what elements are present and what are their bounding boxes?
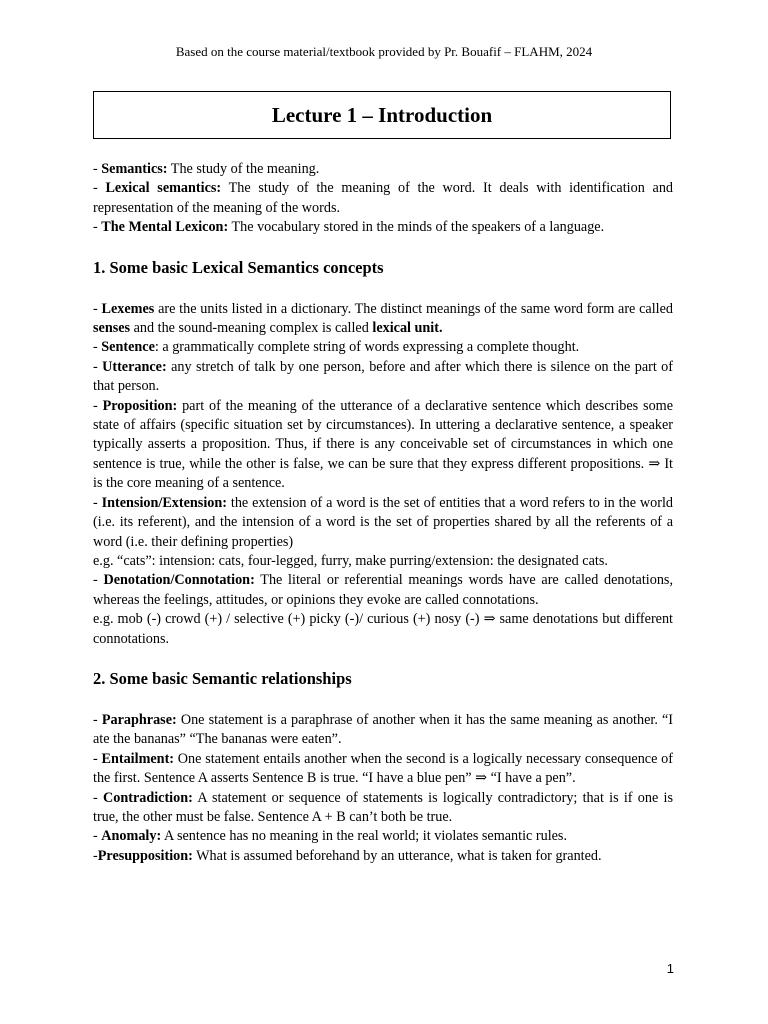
section-1-heading: 1. Some basic Lexical Semantics concepts — [93, 257, 384, 277]
page-title: Lecture 1 – Introduction — [271, 102, 493, 127]
definition-denotation-connotation: - Denotation/Connotation: The literal or referential meanings words have are called denotations, whereas the feelings, attitudes, or opinions they evoke are called connotations. — [93, 572, 673, 608]
example-intension: e.g. “cats”: intension: cats, four-legged, furry, make purring/extension: the designated cats. — [93, 552, 608, 569]
definition-text: A sentence has no meaning in the real world; it violates semantic rules. — [161, 828, 567, 845]
definition-text: are the units listed in a dictionary. The distinct meanings of the same word form are called — [154, 300, 673, 317]
term: senses — [93, 320, 131, 337]
definition-utterance: - Utterance: any stretch of talk by one person, before and after which there is silence on the part of that person. — [93, 358, 673, 395]
definition-text: One statement entails another when the second is a logically necessary consequence of the first. Sentence A asserts Sentence B is true. “I have a blue pen” ⇒ “I have a pen”. — [93, 750, 673, 787]
definition-text: The study of the meaning. — [167, 161, 320, 177]
document-body — [93, 160, 673, 866]
definition-text: : a grammatically complete string of words expressing a complete thought. — [154, 339, 580, 356]
definition-intension-extension: - Intension/Extension: the extension of a word is the set of entities that a word refers to in the world (i.e. its referent), and the intension of a word is the set of properties shared by all the referents of a word (i.e. their defining properties) — [93, 494, 673, 550]
definition-text: any stretch of talk by one person, before and after which there is silence on the part of that person. — [93, 358, 673, 395]
section-1-body — [93, 300, 673, 649]
term: Utterance: — [102, 358, 167, 375]
term: Entailment: — [101, 750, 175, 767]
intro-definitions — [93, 160, 673, 238]
term: Proposition: — [102, 397, 178, 414]
title-box — [93, 91, 671, 139]
definition-presupposition: -Presupposition: What is assumed beforehand by an utterance, what is taken for granted. — [93, 847, 602, 864]
definition-contradiction: - Contradiction: A statement or sequence of statements is logically contradictory; that is if one is true, the other must be false. Sentence A + B can’t both be true. — [93, 789, 673, 825]
term: Paraphrase: — [101, 711, 177, 728]
term: Contradiction: — [102, 789, 193, 806]
page-number: 1 — [666, 961, 674, 976]
term: Presupposition: — [97, 847, 193, 864]
definition-mental-lexicon: - The Mental Lexicon: The vocabulary stored in the minds of the speakers of a language. — [93, 219, 605, 236]
definition-anomaly: - Anomaly: A sentence has no meaning in the real world; it violates semantic rules. — [93, 828, 567, 845]
term: The Mental Lexicon: — [101, 219, 229, 236]
definition-text: and the sound-meaning complex is called — [130, 320, 373, 337]
term: Intension/Extension: — [101, 494, 227, 511]
definition-text: part of the meaning of the utterance of a declarative sentence which describes some state of affairs (specific situation set by circumstances). In uttering a declarative sentence, a speaker typically asserts a proposition. Thus, if there is any conceivable set of circumstances in which one sentence is true, while the other is false, we can be sure that they express different propositions. ⇒ It is the core meaning of a sentence. — [93, 397, 674, 492]
definition-text: The literal or referential meanings words have are called denotations, whereas the feelings, attitudes, or opinions they evoke are called connotations. — [93, 572, 673, 608]
example-denotation: e.g. mob (-) crowd (+) / selective (+) picky (-)/ curious (+) nosy (-) ⇒ same denotations but different connotations. — [93, 611, 673, 647]
term: Sentence — [101, 339, 155, 356]
definition-lexemes: - Lexemes are the units listed in a dictionary. The distinct meanings of the same word form are called senses and the sound-meaning complex is called lexical unit. — [93, 300, 673, 337]
section-2-body — [93, 711, 673, 866]
header-note: Based on the course material/textbook provided by Pr. Bouafif – FLAHM, 2024 — [175, 44, 593, 59]
term: Lexical semantics: — [105, 180, 222, 197]
definition-text: What is assumed beforehand by an utterance, what is taken for granted. — [192, 847, 602, 864]
term: Semantics: — [101, 161, 168, 177]
definition-text: A statement or sequence of statements is logically contradictory; that is if one is true, the other must be false. Sentence A + B can’t both be true. — [93, 789, 673, 825]
definition-sentence: - Sentence: a grammatically complete string of words expressing a complete thought. — [93, 339, 580, 356]
definition-proposition: - Proposition: part of the meaning of the utterance of a declarative sentence which describes some state of affairs (specific situation set by circumstances). In uttering a declarative sentence, a speaker typically asserts a proposition. Thus, if there is any conceivable set of circumstances in which one sentence is true, while the other is false, we can be sure that they express different propositions. ⇒ It is the core meaning of a sentence. — [93, 397, 674, 492]
definition-text: One statement is a paraphrase of another when it has the same meaning as another. “I ate the bananas” “The bananas were eaten”. — [93, 711, 673, 748]
definition-paraphrase: - Paraphrase: One statement is a paraphrase of another when it has the same meaning as another. “I ate the bananas” “The bananas were eaten”. — [93, 711, 673, 748]
definition-text: the extension of a word is the set of entities that a word refers to in the world (i.e. its referent), and the intension of a word is the set of properties shared by all the referents of a word (i.e. their defining properties) — [93, 494, 673, 550]
definition-lexical-semantics: - Lexical semantics: The study of the meaning of the word. It deals with identification and representation of the meaning of the words. — [93, 180, 674, 216]
term: lexical unit. — [372, 320, 443, 337]
definition-text: The vocabulary stored in the minds of the speakers of a language. — [228, 219, 605, 236]
definition-text: The study of the meaning of the word. It deals with identification and representation of the meaning of the words. — [93, 180, 674, 216]
term: Anomaly: — [101, 828, 162, 845]
definition-semantics: - Semantics: The study of the meaning. — [93, 161, 320, 177]
term: Denotation/Connotation: — [103, 572, 255, 589]
term: Lexemes — [101, 300, 155, 317]
definition-entailment: - Entailment: One statement entails another when the second is a logically necessary consequence of the first. Sentence A asserts Sentence B is true. “I have a blue pen” ⇒ “I have a pen”. — [93, 750, 673, 787]
section-2-heading: 2. Some basic Semantic relationships — [93, 668, 352, 688]
